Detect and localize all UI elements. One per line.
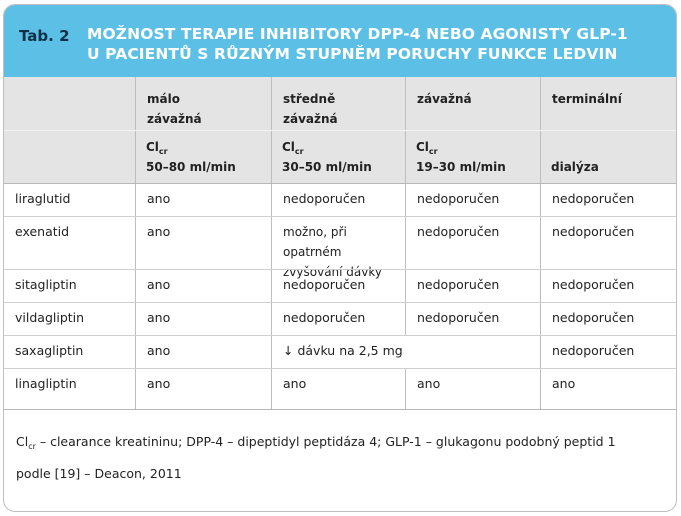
- table-cell: ano: [271, 369, 405, 409]
- table-cell: nedoporučen: [271, 184, 405, 216]
- drug-name: sitagliptin: [15, 277, 77, 292]
- table-number: Tab. 2: [19, 27, 70, 45]
- table-row: [4, 336, 676, 368]
- drug-name: linagliptin: [15, 376, 77, 391]
- table-cell: nedoporučen: [405, 184, 540, 216]
- clearance-label: $Cl_{cr}$: [146, 140, 168, 156]
- column-header-label: závažná: [417, 92, 472, 106]
- clearance-label: $Cl_{cr}$: [282, 140, 304, 156]
- clearance-label: $Cl_{cr}$: [416, 140, 438, 156]
- table-cell: ano: [135, 217, 271, 269]
- table-row: [4, 184, 676, 216]
- table-header-bar: [4, 5, 676, 77]
- table-cell-line: možno, při opatrném: [283, 225, 347, 259]
- abbreviation-note: $Cl_{cr}$ – clearance kreatininu; DPP-4 – dipeptidyl peptidáza 4; GLP-1 – glukagonu podobný peptid 1: [16, 434, 616, 451]
- table-cell: [271, 217, 405, 279]
- table-cell: nedoporučen: [405, 217, 540, 269]
- table-cell: ano: [540, 369, 676, 409]
- clearance-range: 19–30 ml/min: [416, 160, 506, 174]
- table-title-line-2: U PACIENTŮ S RŮZNÝM STUPNĚM PORUCHY FUNKCE LEDVIN: [87, 45, 618, 63]
- column-header-label: málo: [147, 92, 180, 106]
- table-cell: nedoporučen: [271, 303, 405, 335]
- table-cell: nedoporučen: [405, 270, 540, 302]
- table-card: [3, 4, 677, 512]
- table-cell: nedoporučen: [540, 336, 676, 368]
- column-header-label: závažná: [147, 112, 202, 126]
- table-cell: ano: [135, 369, 271, 409]
- clearance-cell: [540, 135, 676, 181]
- table-cell: nedoporučen: [540, 303, 676, 335]
- column-header-row: [4, 77, 676, 183]
- column-header-label: středně: [283, 92, 336, 106]
- table-cell-merged: ↓ dávku na 2,5 mg: [271, 336, 540, 368]
- drug-name: liraglutid: [15, 191, 71, 206]
- table-cell: ano: [135, 336, 271, 368]
- table-cell: nedoporučen: [540, 217, 676, 269]
- table-row: [4, 303, 676, 335]
- table-cell: ano: [135, 303, 271, 335]
- table-cell: nedoporučen: [405, 303, 540, 335]
- source-note: podle [19] – Deacon, 2011: [16, 466, 182, 481]
- table-cell: ano: [135, 270, 271, 302]
- clearance-range: dialýza: [551, 160, 599, 174]
- drug-name: saxagliptin: [15, 343, 84, 358]
- clearance-cell: [271, 135, 405, 181]
- drug-name: vildagliptin: [15, 310, 85, 325]
- table-title-line-1: MOŽNOST TERAPIE INHIBITORY DPP-4 NEBO AGONISTY GLP-1: [87, 25, 628, 43]
- table-cell: ano: [405, 369, 540, 409]
- column-header-label: závažná: [283, 112, 338, 126]
- table-cell: ano: [135, 184, 271, 216]
- table-cell: nedoporučen: [540, 270, 676, 302]
- table-row: [4, 369, 676, 409]
- table-title: [87, 24, 667, 64]
- table-cell: nedoporučen: [540, 184, 676, 216]
- table-cell: nedoporučen: [271, 270, 405, 302]
- clearance-range: 50–80 ml/min: [146, 160, 236, 174]
- table-row: [4, 270, 676, 302]
- table-row: [4, 217, 676, 279]
- drug-name: exenatid: [15, 224, 70, 239]
- column-header-label: terminální: [552, 92, 622, 106]
- header-divider: [4, 130, 676, 131]
- clearance-cell: [135, 135, 271, 181]
- table-footnote: [4, 409, 676, 512]
- clearance-range: 30–50 ml/min: [282, 160, 372, 174]
- table-cell-line: zvyšování dávky: [283, 265, 382, 279]
- clearance-cell: [405, 135, 540, 181]
